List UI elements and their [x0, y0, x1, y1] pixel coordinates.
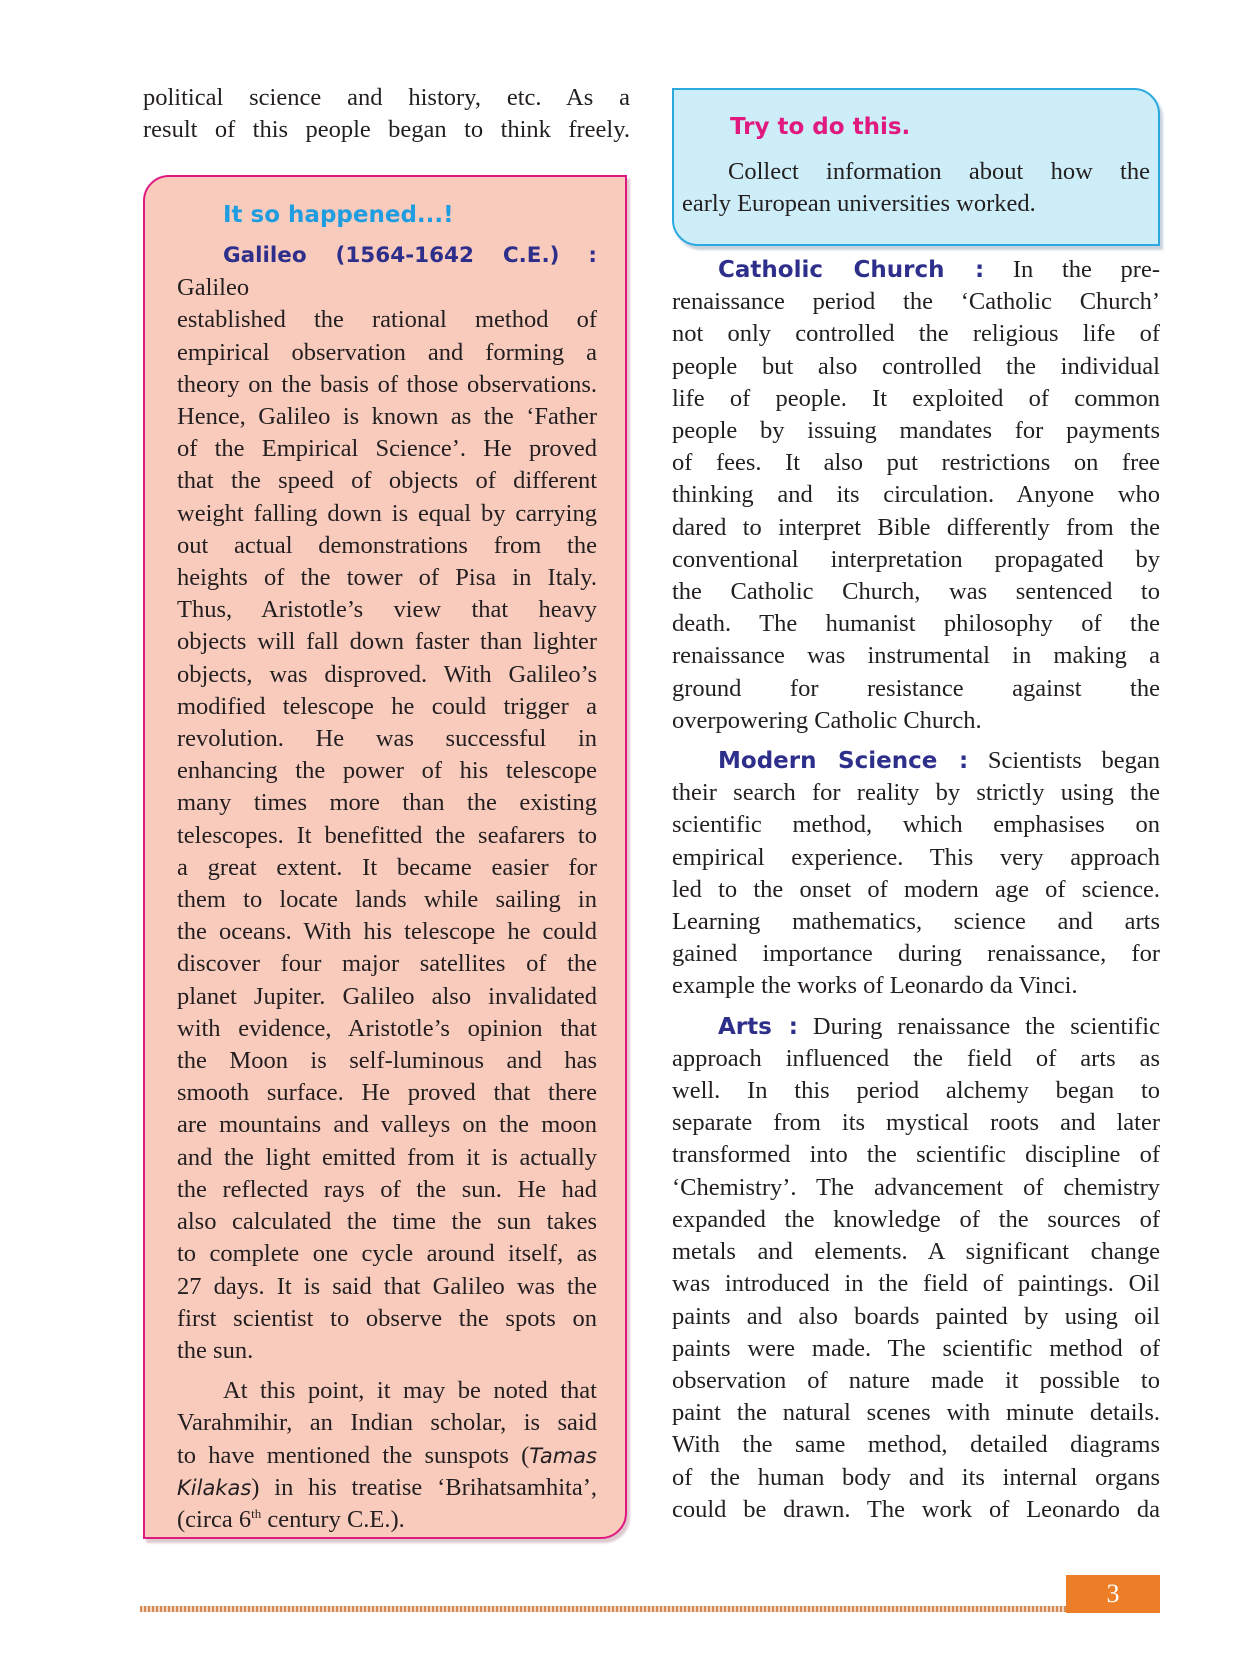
- catholic-line: renaissance period the ‘Catholic Church’: [672, 288, 1160, 316]
- galileo-line: revolution. He was successful in: [177, 725, 597, 753]
- vara-line-last: [177, 1504, 597, 1536]
- arts-line: was introduced in the field of paintings. Oil: [672, 1270, 1160, 1298]
- galileo-line: the reflected rays of the sun. He had: [177, 1175, 597, 1203]
- galileo-line: them to locate lands while sailing in: [177, 886, 597, 914]
- catholic-line: death. The humanist philosophy of the: [672, 610, 1160, 638]
- intro-line-1: political science and history, etc. As a: [143, 84, 630, 111]
- catholic-line: the Catholic Church, was sentenced to: [672, 578, 1160, 606]
- catholic-line: people but also controlled the individual: [672, 352, 1160, 380]
- galileo-line: established the rational method of: [177, 306, 597, 334]
- galileo-line: objects, was disproved. With Galileo’s: [177, 660, 597, 688]
- vara-sup: th: [251, 1505, 262, 1521]
- arts-line: separate from its mystical roots and later: [672, 1109, 1160, 1137]
- footer-rule: [140, 1606, 1066, 1612]
- right-column: [672, 254, 1160, 1526]
- galileo-line: heights of the tower of Pisa in Italy.: [177, 564, 597, 592]
- galileo-line: and the light emitted from it is actually: [177, 1143, 597, 1171]
- kilakas-italic: Kilakas: [177, 1475, 252, 1500]
- try-line-1: Collect information about how the: [728, 158, 1150, 185]
- modern-line: their search for reality by strictly using the: [672, 779, 1160, 807]
- modern-line-first: [672, 745, 1160, 777]
- galileo-line: many times more than the existing: [177, 789, 597, 817]
- arts-line: approach influenced the field of arts as: [672, 1044, 1160, 1072]
- arts-line: ‘Chemistry’. The advancement of chemistry: [672, 1173, 1160, 1201]
- happened-title: It so happened...!: [223, 202, 454, 228]
- galileo-line: the Moon is self-luminous and has: [177, 1047, 597, 1075]
- catholic-line: ground for resistance against the: [672, 674, 1160, 702]
- arts-line: With the same method, detailed diagrams: [672, 1431, 1160, 1459]
- intro-paragraph: [143, 82, 630, 146]
- arts-line-first: [672, 1011, 1160, 1043]
- catholic-line: people by issuing mandates for payments: [672, 417, 1160, 445]
- catholic-line-first: [672, 254, 1160, 286]
- vara-after-italic: ) in his treatise ‘Brihatsamhita’,: [251, 1473, 597, 1501]
- galileo-line: first scientist to observe the spots on: [177, 1304, 597, 1332]
- arts-heading: Arts :: [718, 1013, 798, 1040]
- vara-line: At this point, it may be noted that: [223, 1377, 597, 1405]
- galileo-line: smooth surface. He proved that there: [177, 1079, 597, 1107]
- catholic-paragraph: [672, 254, 1160, 737]
- galileo-line: of the Empirical Science’. He proved: [177, 435, 597, 463]
- galileo-line: discover four major satellites of the: [177, 950, 597, 978]
- galileo-line: with evidence, Aristotle’s opinion that: [177, 1014, 597, 1042]
- galileo-line: weight falling down is equal by carrying: [177, 499, 597, 527]
- varahmihir-paragraph: [177, 1375, 597, 1536]
- galileo-line: the oceans. With his telescope he could: [177, 918, 597, 946]
- catholic-heading: Catholic Church :: [718, 257, 985, 283]
- galileo-line: 27 days. It is said that Galileo was the: [177, 1272, 597, 1300]
- galileo-line: objects will fall down faster than lighter: [177, 628, 597, 656]
- catholic-body: [672, 286, 1160, 705]
- vara-line: Varahmihir, an Indian scholar, is said: [177, 1409, 597, 1437]
- catholic-line: dared to interpret Bible differently from the: [672, 513, 1160, 541]
- catholic-line: thinking and its circulation. Anyone who: [672, 481, 1160, 509]
- modern-line: led to the onset of modern age of science.: [672, 875, 1160, 903]
- galileo-heading: Galileo (1564-1642 C.E.) :: [223, 243, 597, 268]
- modern-body: [672, 777, 1160, 970]
- try-title: Try to do this.: [730, 114, 911, 140]
- modern-paragraph: [672, 745, 1160, 1003]
- catholic-line-last: overpowering Catholic Church.: [672, 706, 982, 734]
- vara-line: [177, 1472, 597, 1504]
- try-line-2: early European universities worked.: [682, 190, 1036, 218]
- galileo-line: telescopes. It benefitted the seafarers to: [177, 821, 597, 849]
- catholic-line: renaissance was instrumental in making a: [672, 642, 1160, 670]
- vara-last-b: century C.E.).: [261, 1505, 405, 1533]
- vara-line-text: to have mentioned the sunspots (: [177, 1441, 530, 1469]
- arts-line: paints and also boards painted by using oil: [672, 1302, 1160, 1330]
- try-to-do-this-box: [672, 88, 1160, 246]
- modern-line: scientific method, which emphasises on: [672, 811, 1160, 839]
- galileo-line: out actual demonstrations from the: [177, 531, 597, 559]
- vara-line: [177, 1440, 597, 1472]
- modern-line: Learning mathematics, science and arts: [672, 908, 1160, 936]
- catholic-line: conventional interpretation propagated by: [672, 545, 1160, 573]
- tamas-italic: Tamas: [529, 1443, 597, 1468]
- arts-line: of the human body and its internal organs: [672, 1463, 1160, 1491]
- galileo-line: also calculated the time the sun takes: [177, 1208, 597, 1236]
- catholic-line: not only controlled the religious life of: [672, 320, 1160, 348]
- galileo-line: the sun.: [177, 1336, 254, 1364]
- galileo-line: enhancing the power of his telescope: [177, 757, 597, 785]
- galileo-line: to complete one cycle around itself, as: [177, 1240, 597, 1268]
- galileo-line: a great extent. It became easier for: [177, 853, 597, 881]
- galileo-line: theory on the basis of those observations.: [177, 370, 597, 398]
- arts-line: transformed into the scientific discipline of: [672, 1141, 1160, 1169]
- arts-body: [672, 1043, 1160, 1526]
- modern-heading: Modern Science :: [718, 748, 969, 775]
- galileo-line-0: [177, 239, 597, 304]
- galileo-line: Thus, Aristotle’s view that heavy: [177, 596, 597, 624]
- galileo-line: planet Jupiter. Galileo also invalidated: [177, 982, 597, 1010]
- galileo-line: empirical observation and forming a: [177, 338, 597, 366]
- catholic-line: of fees. It also put restrictions on free: [672, 449, 1160, 477]
- arts-paragraph: [672, 1011, 1160, 1526]
- galileo-line: are mountains and valleys on the moon: [177, 1111, 597, 1139]
- galileo-line-first: Galileo: [177, 274, 250, 302]
- arts-line: metals and elements. A significant change: [672, 1238, 1160, 1266]
- modern-line: gained importance during renaissance, for: [672, 940, 1160, 968]
- galileo-paragraph: [177, 304, 597, 1367]
- galileo-line: Hence, Galileo is known as the ‘Father: [177, 403, 597, 431]
- page-number: 3: [1066, 1575, 1160, 1613]
- arts-line: well. In this period alchemy began to: [672, 1077, 1160, 1105]
- galileo-line: modified telescope he could trigger a: [177, 692, 597, 720]
- it-so-happened-box: [143, 175, 627, 1539]
- arts-line: observation of nature made it possible to: [672, 1366, 1160, 1394]
- intro-line-2: result of this people began to think freely.: [143, 116, 630, 144]
- catholic-first-text: In the pre-: [984, 256, 1160, 283]
- vara-last-a: (circa 6: [177, 1505, 252, 1533]
- arts-line: expanded the knowledge of the sources of: [672, 1205, 1160, 1233]
- modern-line-last: example the works of Leonardo da Vinci.: [672, 972, 1078, 1000]
- arts-line: could be drawn. The work of Leonardo da: [672, 1495, 1160, 1523]
- galileo-line: that the speed of objects of different: [177, 467, 597, 495]
- modern-first-text: Scientists began: [968, 747, 1160, 775]
- arts-line: paints were made. The scientific method of: [672, 1334, 1160, 1362]
- catholic-line: life of people. It exploited of common: [672, 384, 1160, 412]
- modern-line: empirical experience. This very approach: [672, 843, 1160, 871]
- arts-first-text: During renaissance the scientific: [797, 1012, 1160, 1040]
- arts-line: paint the natural scenes with minute details.: [672, 1399, 1160, 1427]
